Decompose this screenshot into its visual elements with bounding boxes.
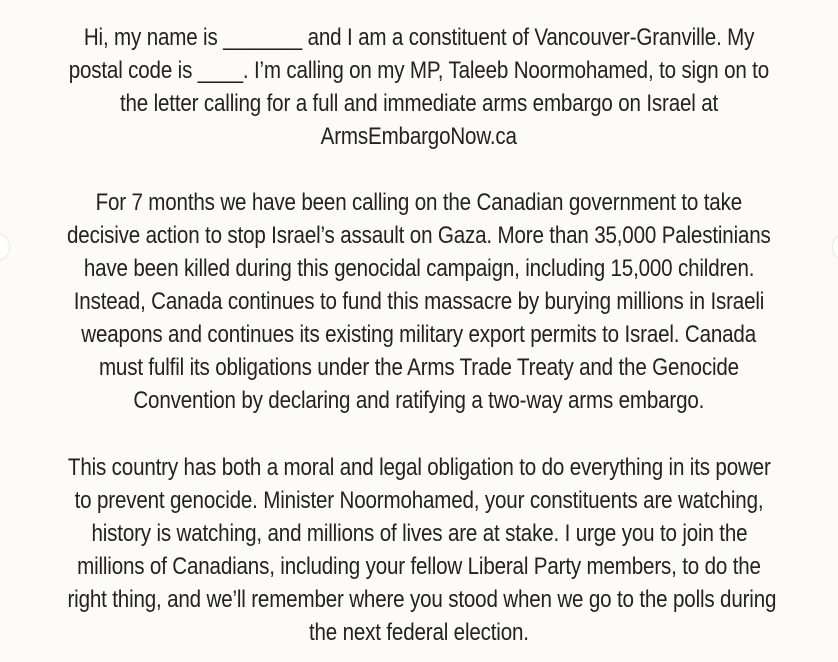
text-line: history is watching, and millions of lives are at stake. I urge you to join the xyxy=(91,520,747,547)
text-line: the next federal election. xyxy=(309,619,529,646)
text-line: For 7 months we have been calling on the Canadian government to take xyxy=(95,189,743,216)
text-line: ArmsEmbargoNow.ca xyxy=(320,123,518,150)
text-line: have been killed during this genocidal campaign, including 15,000 children. xyxy=(83,255,755,282)
closing-paragraph xyxy=(0,451,838,649)
text-line: This country has both a moral and legal obligation to do everything in its power xyxy=(67,454,771,481)
text-line: millions of Canadians, including your fellow Liberal Party members, to do the xyxy=(77,553,761,580)
text-line: Instead, Canada continues to fund this massacre by burying millions in Israeli xyxy=(73,288,765,315)
text-line: decisive action to stop Israel’s assault on Gaza. More than 35,000 Palestinians xyxy=(67,222,771,249)
text-line: Hi, my name is _______ and I am a constituent of Vancouver-Granville. My xyxy=(83,24,755,51)
text-line: postal code is ____. I’m calling on my MP, Taleeb Noormohamed, to sign on to xyxy=(68,57,770,84)
text-line: must fulfil its obligations under the Arms Trade Treaty and the Genocide xyxy=(99,354,739,381)
intro-paragraph xyxy=(0,21,838,153)
text-line: weapons and continues its existing military export permits to Israel. Canada xyxy=(81,321,757,348)
text-line: the letter calling for a full and immediate arms embargo on Israel at xyxy=(119,90,719,117)
text-line: to prevent genocide. Minister Noormohamed, your constituents are watching, xyxy=(74,487,764,514)
text-line: right thing, and we’ll remember where you stood when we go to the polls during xyxy=(67,586,777,613)
context-paragraph xyxy=(0,186,838,417)
text-line: Convention by declaring and ratifying a two-way arms embargo. xyxy=(133,387,705,414)
